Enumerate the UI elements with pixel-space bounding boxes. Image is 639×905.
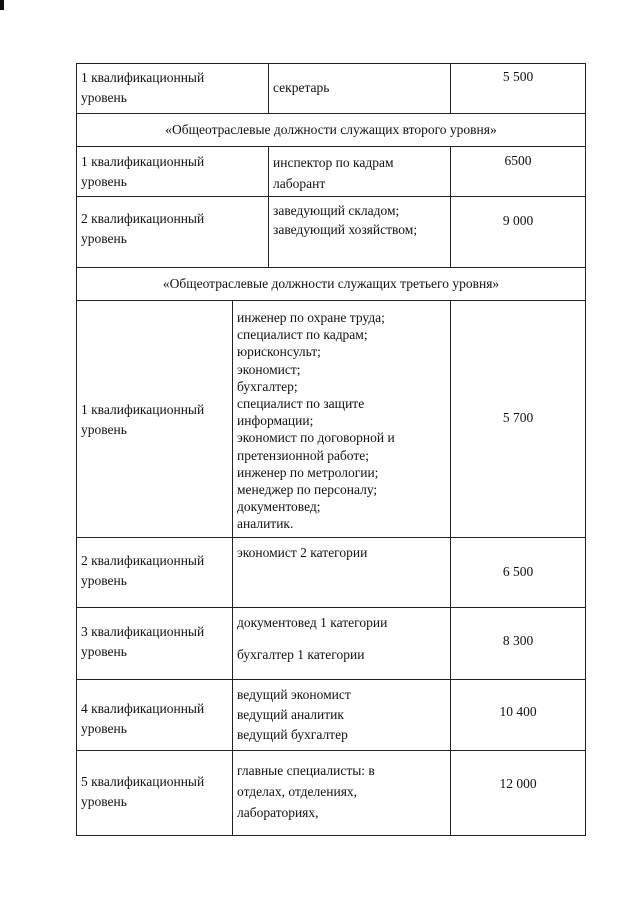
salary-cell: [450, 751, 585, 835]
position-text: документовед 1 категории: [237, 615, 388, 630]
qualification-level-text: уровень: [81, 644, 127, 659]
table-row: [76, 147, 586, 197]
salary-cell: [450, 608, 585, 679]
position-text: лаборант: [273, 176, 326, 191]
positions-cell: [268, 147, 450, 196]
table-row: [76, 197, 586, 268]
position-text: [237, 631, 450, 647]
positions-cell: [232, 751, 450, 835]
positions-cell: [232, 301, 450, 537]
position-text: инспектор по кадрам: [273, 155, 394, 170]
salary-cell: [450, 538, 585, 607]
positions-cell: [232, 608, 450, 679]
salary-value: 6500: [504, 153, 532, 168]
position-text: заведующий складом;: [273, 203, 400, 218]
qualification-level-cell: [77, 147, 268, 196]
table-row: [76, 751, 586, 836]
position-text: заведующий хозяйством;: [273, 222, 418, 237]
qualification-level-text: 4 квалификационный: [81, 701, 205, 716]
qualification-level-text: уровень: [81, 174, 127, 189]
salary-value: 6 500: [502, 564, 534, 579]
qualification-level-text: 5 квалификационный: [81, 774, 205, 789]
position-text: юрисконсульт;: [237, 344, 321, 360]
position-text: главные специалисты: в: [237, 763, 375, 778]
salary-table: [76, 63, 586, 836]
table-row: [76, 63, 586, 114]
scan-corner-mark: [0, 0, 4, 10]
qualification-level-text: уровень: [81, 422, 127, 437]
qualification-level-text: 2 квалификационный: [81, 211, 205, 226]
qualification-level-cell: [77, 538, 232, 607]
position-text: лабораториях,: [237, 805, 319, 820]
position-text: бухгалтер 1 категории: [237, 647, 365, 662]
position-text: бухгалтер;: [237, 378, 298, 394]
position-text: специалист по кадрам;: [237, 327, 368, 343]
section-title: «Общеотраслевые должности служащих второго уровня»: [165, 122, 497, 137]
position-text: отделах, отделениях,: [237, 784, 358, 799]
position-text: претензионной работе;: [237, 447, 370, 463]
table-row: [76, 680, 586, 751]
table-row: [76, 538, 586, 608]
qualification-level-text: уровень: [81, 573, 127, 588]
table-row: [76, 608, 586, 680]
qualification-level-text: уровень: [81, 90, 127, 105]
qualification-level-text: 2 квалификационный: [81, 553, 205, 568]
position-text: инженер по охране труда;: [237, 310, 385, 325]
positions-cell: [232, 538, 450, 607]
qualification-level-text: 3 квалификационный: [81, 624, 205, 639]
qualification-level-text: 1 квалификационный: [81, 154, 205, 169]
qualification-level-cell: [77, 64, 268, 113]
salary-value: 5 700: [502, 410, 534, 425]
position-text: специалист по защите: [237, 396, 365, 412]
section-header-row: [76, 114, 586, 147]
qualification-level-text: уровень: [81, 721, 127, 736]
position-text: ведущий аналитик: [237, 707, 344, 722]
position-text: ведущий экономист: [237, 687, 351, 702]
positions-cell: [268, 64, 450, 113]
positions-cell: [232, 680, 450, 750]
section-title: «Общеотраслевые должности служащих третьего уровня»: [162, 276, 500, 291]
salary-cell: [450, 64, 585, 113]
qualification-level-text: уровень: [81, 794, 127, 809]
qualification-level-cell: [77, 608, 232, 679]
salary-cell: [450, 680, 585, 750]
positions-cell: [268, 197, 450, 267]
table-row: [76, 301, 586, 538]
qualification-level-text: 1 квалификационный: [81, 70, 205, 85]
qualification-level-cell: [77, 197, 268, 267]
position-text: аналитик.: [237, 516, 294, 532]
salary-value: 5 500: [502, 69, 534, 84]
salary-cell: [450, 301, 585, 537]
position-text: экономист по договорной и: [237, 430, 395, 446]
position-text: экономист;: [237, 361, 301, 377]
position-text: инженер по метрологии;: [237, 464, 379, 480]
position-text: ведущий бухгалтер: [237, 727, 348, 742]
salary-value: 8 300: [502, 633, 534, 648]
position-text: менеджер по персоналу;: [237, 482, 378, 498]
qualification-level-cell: [77, 751, 232, 835]
salary-cell: [450, 197, 585, 267]
position-text: экономист 2 категории: [237, 545, 368, 560]
qualification-level-text: 1 квалификационный: [81, 402, 205, 417]
qualification-level-cell: [77, 301, 232, 537]
position-text: секретарь: [273, 80, 330, 95]
section-header-row: [76, 268, 586, 301]
qualification-level-cell: [77, 680, 232, 750]
qualification-level-text: уровень: [81, 231, 127, 246]
salary-value: 9 000: [502, 213, 534, 228]
position-text: документовед;: [237, 499, 321, 515]
position-text: информации;: [237, 413, 314, 429]
salary-value: 12 000: [499, 776, 537, 791]
salary-cell: [450, 147, 585, 196]
salary-value: 10 400: [499, 704, 537, 719]
